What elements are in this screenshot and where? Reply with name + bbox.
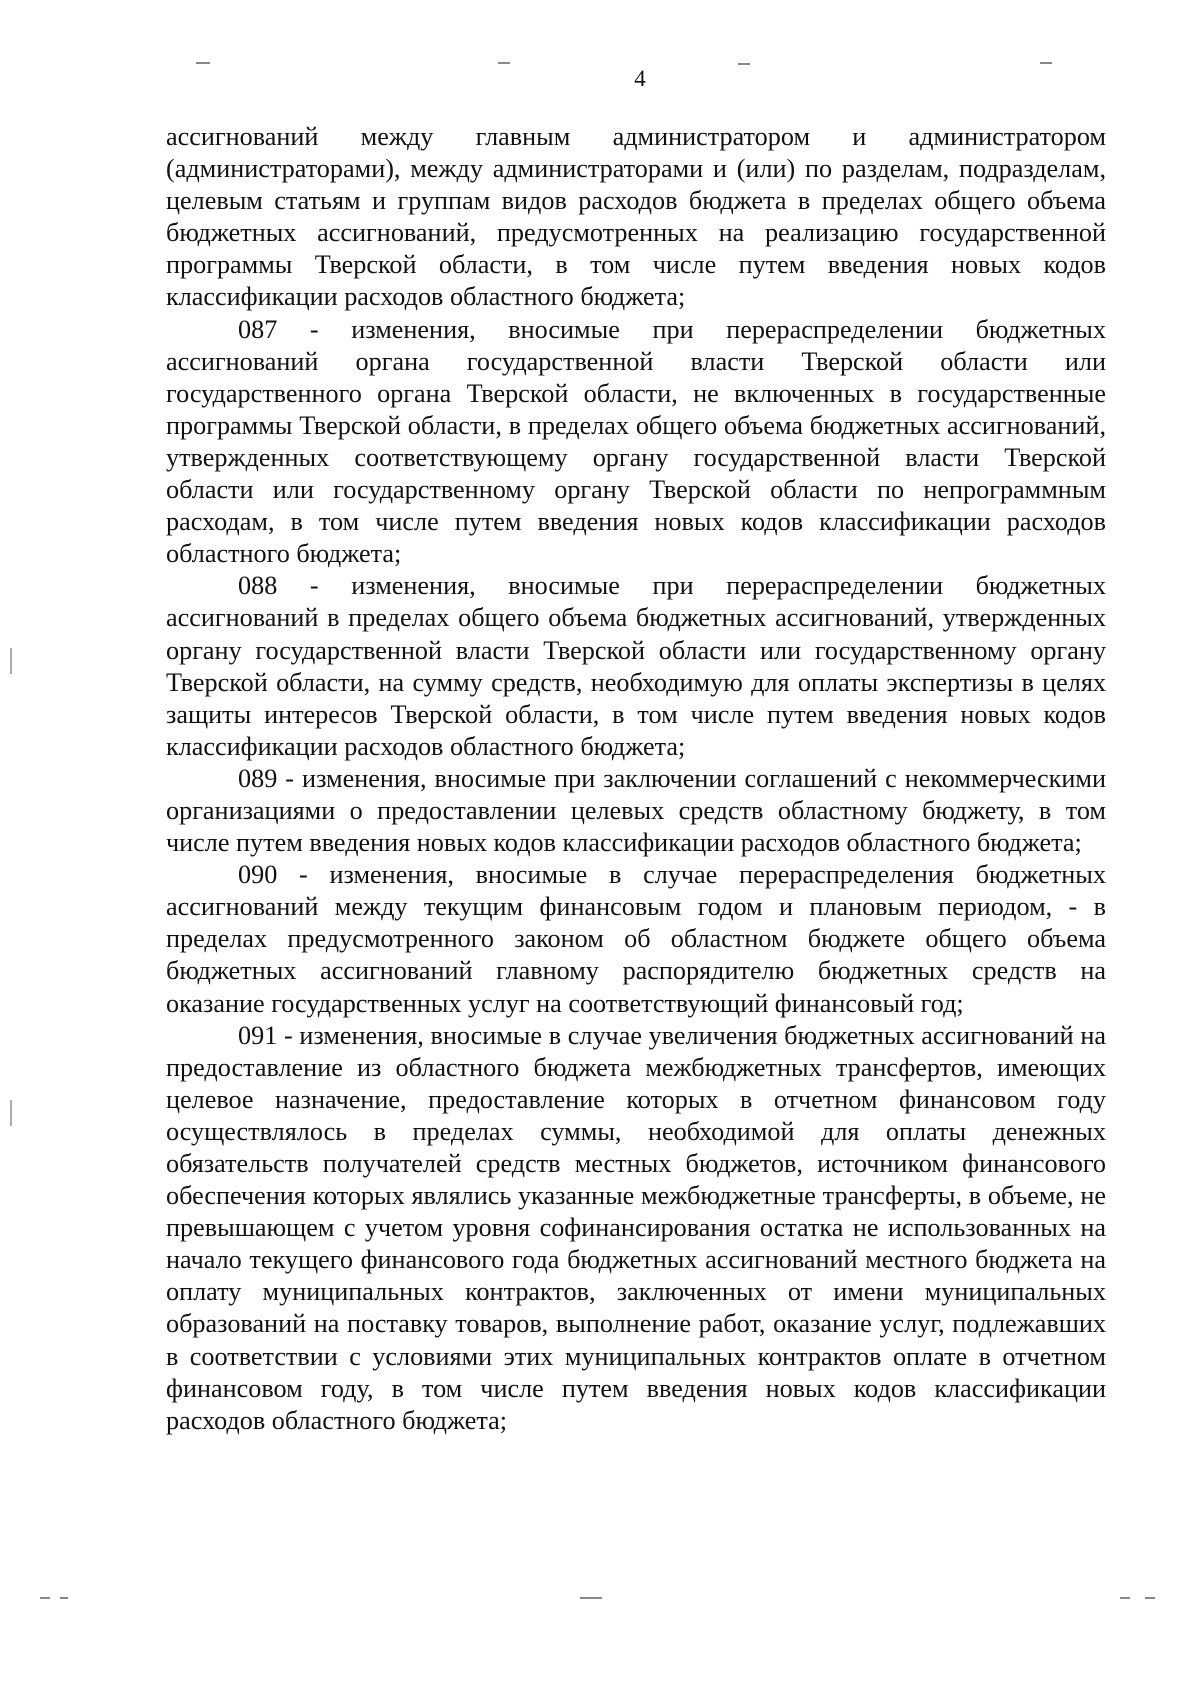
page-number: 4 <box>634 66 646 91</box>
paragraph-089: 089 - изменения, вносимые при заключении соглашений с некоммерческими организациями о предоставлении целевых средств областному бюджету, в том числе путем введения новых кодов классификации расходов областного бюджета; <box>166 763 1106 858</box>
scan-artifact-left-1 <box>10 648 12 674</box>
scan-artifact-top-1 <box>196 62 210 64</box>
document-body <box>166 121 1106 1437</box>
scan-artifact-bottom-5 <box>1145 1597 1155 1599</box>
scan-artifact-bottom-2 <box>60 1597 68 1599</box>
scan-artifact-left-2 <box>10 1100 12 1126</box>
scan-artifact-bottom-3 <box>580 1597 602 1599</box>
scan-artifact-bottom-1 <box>40 1597 50 1599</box>
paragraph-continuation: ассигнований между главным администратором и администратором (администраторами), между администраторами и (или) по разделам, подразделам, целевым статьям и группам видов расходов бюджета в пределах общего объема бюджетных ассигнований, предусмотренных на реализацию государственной программы Тверской области, в том числе путем введения новых кодов классификации расходов областного бюджета; <box>166 122 1106 312</box>
scan-artifact-top-4 <box>1040 62 1052 64</box>
paragraph-088: 088 - изменения, вносимые при перераспределении бюджетных ассигнований в пределах общего объема бюджетных ассигнований, утвержденных органу государственной власти Тверской области или государственному органу Тверской области, на сумму средств, необходимую для оплаты экспертизы в целях защиты интересов Тверской области, в том числе путем введения новых кодов классификации расходов областного бюджета; <box>166 571 1106 761</box>
paragraph-087: 087 - изменения, вносимые при перераспределении бюджетных ассигнований органа государственной власти Тверской области или государственного органа Тверской области, не включенных в государственные программы Тверской области, в пределах общего объема бюджетных ассигнований, утвержденных соответствующему органу государственной власти Тверской области или государственному органу Тверской области по непрограммным расходам, в том числе путем введения новых кодов классификации расходов областного бюджета; <box>166 314 1106 569</box>
paragraph-091: 091 - изменения, вносимые в случае увеличения бюджетных ассигнований на предоставление из областного бюджета межбюджетных трансфертов, имеющих целевое назначение, предоставление которых в отчетном финансовом году осуществлялось в пределах суммы, необходимой для оплаты денежных обязательств получателей средств местных бюджетов, источником финансового обеспечения которых являлись указанные межбюджетные трансферты, в объеме, не превышающем с учетом уровня софинансирования остатка не использованных на начало текущего финансового года бюджетных ассигнований местного бюджета на оплату муниципальных контрактов, заключенных от имени муниципальных образований на поставку товаров, выполнение работ, оказание услуг, подлежавших в соответствии с условиями этих муниципальных контрактов оплате в отчетном финансовом году, в том числе путем введения новых кодов классификации расходов областного бюджета; <box>166 1020 1106 1435</box>
scan-artifact-top-3 <box>738 63 750 65</box>
scan-artifact-bottom-4 <box>1120 1597 1130 1599</box>
scan-artifact-top-2 <box>498 62 510 64</box>
paragraph-090: 090 - изменения, вносимые в случае перераспределения бюджетных ассигнований между текущим финансовым годом и плановым периодом, - в пределах предусмотренного законом об областном бюджете общего объема бюджетных ассигнований главному распорядителю бюджетных средств на оказание государственных услуг на соответствующий финансовый год; <box>166 860 1106 1018</box>
